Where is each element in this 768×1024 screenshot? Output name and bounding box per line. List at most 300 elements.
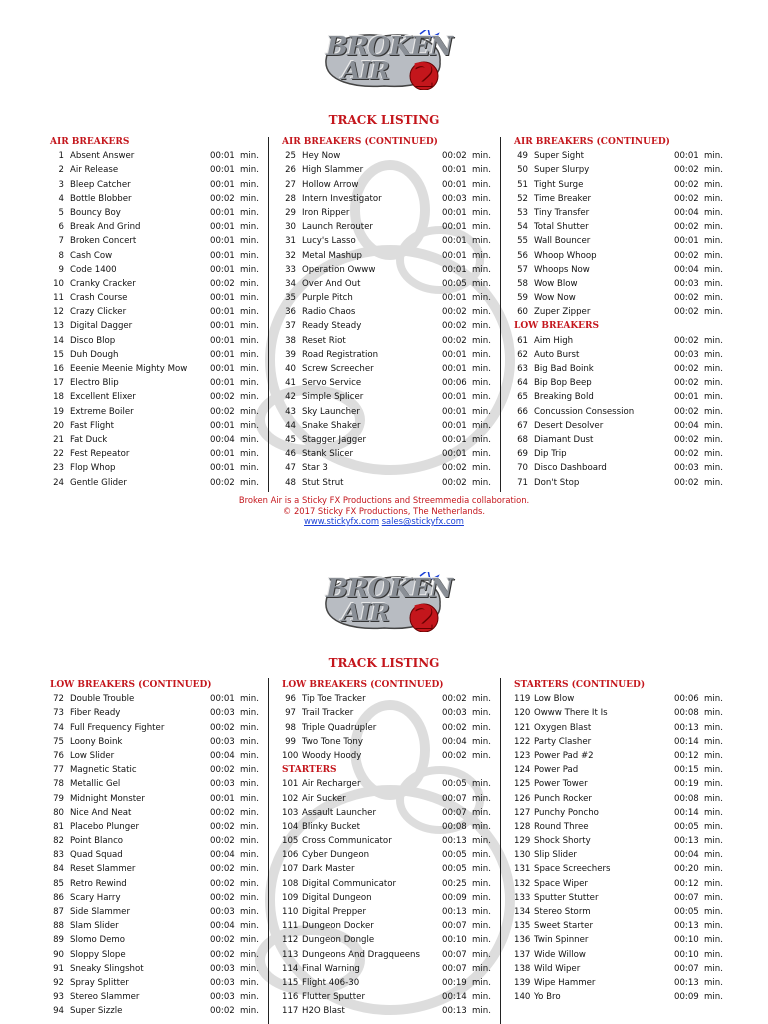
track-name: Cyber Dungeon bbox=[302, 850, 370, 861]
duration-unit: min. bbox=[240, 878, 259, 889]
track-number: 22 bbox=[53, 449, 64, 460]
track-row bbox=[514, 721, 736, 735]
track-duration: 00:02 bbox=[674, 378, 699, 389]
track-row bbox=[50, 990, 272, 1004]
track-name: Tiny Transfer bbox=[534, 207, 590, 218]
website-link[interactable]: www.stickyfx.com bbox=[304, 516, 380, 526]
track-row bbox=[514, 348, 736, 362]
duration-unit: min. bbox=[704, 907, 723, 917]
track-duration: 00:01 bbox=[210, 179, 235, 190]
duration-unit: min. bbox=[240, 836, 259, 847]
track-row bbox=[514, 806, 736, 820]
track-duration: 00:10 bbox=[442, 935, 467, 946]
track-duration: 00:14 bbox=[442, 992, 467, 1003]
track-name: Disco Blop bbox=[70, 335, 116, 346]
track-name: Air Recharger bbox=[302, 779, 361, 790]
track-duration: 00:02 bbox=[210, 392, 235, 403]
track-number: 80 bbox=[53, 807, 64, 818]
track-number: 56 bbox=[517, 250, 528, 261]
track-row bbox=[50, 749, 272, 763]
track-number: 88 bbox=[53, 921, 64, 932]
track-number: 26 bbox=[285, 165, 296, 176]
track-name: Fest Repeator bbox=[70, 449, 130, 460]
track-number: 124 bbox=[514, 765, 531, 776]
track-number: 114 bbox=[282, 963, 299, 974]
track-row bbox=[282, 848, 504, 862]
track-row bbox=[514, 277, 736, 291]
track-row bbox=[282, 419, 504, 433]
track-row bbox=[50, 891, 272, 905]
track-row bbox=[514, 305, 736, 319]
track-name: Punchy Poncho bbox=[534, 807, 599, 818]
track-duration: 00:07 bbox=[442, 921, 467, 932]
duration-unit: min. bbox=[704, 463, 723, 474]
duration-unit: min. bbox=[704, 708, 723, 719]
duration-unit: min. bbox=[704, 207, 723, 218]
track-row bbox=[50, 263, 272, 277]
duration-unit: min. bbox=[240, 921, 259, 932]
track-number: 104 bbox=[282, 821, 299, 832]
track-duration: 00:02 bbox=[674, 449, 699, 460]
track-row bbox=[514, 334, 736, 348]
track-duration: 00:02 bbox=[674, 307, 699, 318]
duration-unit: min. bbox=[704, 307, 723, 318]
track-name: Wow Now bbox=[534, 293, 576, 304]
track-number: 139 bbox=[514, 977, 531, 988]
track-row bbox=[514, 692, 736, 706]
track-duration: 00:05 bbox=[442, 779, 467, 790]
track-duration: 00:01 bbox=[442, 434, 467, 445]
track-name: Power Tower bbox=[534, 779, 588, 790]
track-row bbox=[50, 419, 272, 433]
duration-unit: min. bbox=[704, 793, 723, 804]
track-row bbox=[282, 735, 504, 749]
track-row bbox=[50, 334, 272, 348]
track-row bbox=[50, 834, 272, 848]
track-name: High Slammer bbox=[302, 165, 364, 176]
track-name: Launch Rerouter bbox=[302, 222, 373, 233]
track-name: Slomo Demo bbox=[70, 935, 125, 946]
track-name: Stut Strut bbox=[302, 477, 344, 488]
track-name: Blinky Bucket bbox=[302, 821, 360, 832]
track-number: 41 bbox=[285, 378, 296, 389]
track-duration: 00:06 bbox=[674, 694, 699, 705]
track-duration: 00:15 bbox=[674, 765, 699, 776]
duration-unit: min. bbox=[472, 434, 491, 445]
track-row bbox=[514, 390, 736, 404]
track-row bbox=[514, 820, 736, 834]
track-row bbox=[282, 962, 504, 976]
track-number: 45 bbox=[285, 434, 296, 445]
track-duration: 00:13 bbox=[442, 907, 467, 917]
track-name: Side Slammer bbox=[70, 907, 130, 917]
track-name: Air Sucker bbox=[302, 793, 346, 804]
duration-unit: min. bbox=[704, 836, 723, 847]
track-number: 42 bbox=[285, 392, 296, 403]
duration-unit: min. bbox=[472, 179, 491, 190]
track-name: Scary Harry bbox=[70, 892, 121, 903]
track-duration: 00:13 bbox=[442, 1006, 467, 1017]
logo-number: 2 bbox=[412, 56, 435, 94]
duration-unit: min. bbox=[704, 850, 723, 861]
track-row bbox=[282, 206, 504, 220]
track-duration: 00:02 bbox=[210, 935, 235, 946]
track-duration: 00:19 bbox=[442, 977, 467, 988]
track-duration: 00:01 bbox=[442, 449, 467, 460]
track-duration: 00:02 bbox=[674, 434, 699, 445]
track-number: 106 bbox=[282, 850, 299, 861]
track-row bbox=[282, 277, 504, 291]
logo-word-air: AIR bbox=[342, 598, 389, 627]
track-number: 103 bbox=[282, 807, 299, 818]
duration-unit: min. bbox=[704, 392, 723, 403]
track-row bbox=[50, 291, 272, 305]
track-name: Bouncy Boy bbox=[70, 207, 121, 218]
duration-unit: min. bbox=[704, 477, 723, 488]
track-row bbox=[514, 476, 736, 490]
track-number: 108 bbox=[282, 878, 299, 889]
track-row bbox=[282, 192, 504, 206]
track-name: Excellent Elixer bbox=[70, 392, 136, 403]
track-name: Fiber Ready bbox=[70, 708, 121, 719]
track-name: Operation Owww bbox=[302, 264, 376, 275]
track-duration: 00:01 bbox=[442, 364, 467, 374]
track-row bbox=[282, 990, 504, 1004]
track-duration: 00:02 bbox=[674, 477, 699, 488]
track-row bbox=[50, 433, 272, 447]
track-duration: 00:03 bbox=[442, 708, 467, 719]
duration-unit: min. bbox=[472, 222, 491, 233]
track-row bbox=[514, 706, 736, 720]
track-duration: 00:08 bbox=[674, 793, 699, 804]
track-duration: 00:19 bbox=[674, 779, 699, 790]
track-number: 116 bbox=[282, 992, 299, 1003]
broken-air-logo bbox=[320, 22, 453, 102]
track-name: Final Warning bbox=[302, 963, 360, 974]
track-duration: 00:04 bbox=[674, 264, 699, 275]
track-name: Placebo Plunger bbox=[70, 821, 140, 832]
track-row bbox=[50, 220, 272, 234]
track-number: 48 bbox=[285, 477, 296, 488]
duration-unit: min. bbox=[240, 449, 259, 460]
track-number: 54 bbox=[517, 222, 528, 233]
track-row bbox=[50, 976, 272, 990]
track-row bbox=[282, 433, 504, 447]
track-name: Purple Pitch bbox=[302, 293, 353, 304]
track-name: Metal Mashup bbox=[302, 250, 362, 261]
track-name: Space Wiper bbox=[534, 878, 588, 889]
track-name: Stereo Storm bbox=[534, 907, 591, 917]
track-name: Absent Answer bbox=[70, 151, 135, 162]
duration-unit: min. bbox=[240, 821, 259, 832]
track-name: Double Trouble bbox=[70, 694, 135, 705]
track-name: Super Sight bbox=[534, 151, 585, 162]
track-name: Retro Rewind bbox=[70, 878, 127, 889]
track-name: Tip Toe Tracker bbox=[302, 694, 366, 705]
track-duration: 00:02 bbox=[442, 722, 467, 733]
track-number: 122 bbox=[514, 736, 531, 747]
track-row bbox=[50, 692, 272, 706]
duration-unit: min. bbox=[240, 963, 259, 974]
duration-unit: min. bbox=[472, 750, 491, 761]
track-name: Assault Launcher bbox=[302, 807, 376, 818]
duration-unit: min. bbox=[240, 892, 259, 903]
track-duration: 00:01 bbox=[210, 694, 235, 705]
track-number: 5 bbox=[58, 207, 64, 218]
track-number: 117 bbox=[282, 1006, 299, 1017]
logo-word-broken: BROKEN bbox=[326, 32, 453, 62]
track-row bbox=[282, 933, 504, 947]
track-number: 112 bbox=[282, 935, 299, 946]
duration-unit: min. bbox=[472, 207, 491, 218]
duration-unit: min. bbox=[240, 864, 259, 875]
track-name: Wild Wiper bbox=[534, 963, 581, 974]
track-duration: 00:02 bbox=[210, 278, 235, 289]
track-number: 67 bbox=[517, 420, 528, 431]
track-row bbox=[514, 891, 736, 905]
track-duration: 00:02 bbox=[442, 463, 467, 474]
track-duration: 00:01 bbox=[210, 378, 235, 389]
footer-collaboration: Broken Air is a Sticky FX Productions and Streemmedia collaboration. bbox=[238, 495, 530, 505]
track-row bbox=[282, 820, 504, 834]
track-number: 6 bbox=[58, 222, 64, 233]
track-name: Breaking Bold bbox=[534, 392, 594, 403]
section-heading: STARTERS bbox=[282, 765, 337, 776]
track-duration: 00:02 bbox=[210, 1006, 235, 1017]
logo-number: 2 bbox=[412, 598, 435, 636]
track-number: 123 bbox=[514, 750, 531, 761]
track-name: Gentle Glider bbox=[70, 477, 127, 488]
track-number: 55 bbox=[517, 236, 528, 247]
duration-unit: min. bbox=[240, 793, 259, 804]
track-name: Metallic Gel bbox=[70, 779, 121, 790]
track-duration: 00:01 bbox=[210, 222, 235, 233]
track-name: Slip Slider bbox=[534, 850, 577, 861]
track-duration: 00:06 bbox=[442, 378, 467, 389]
track-number: 132 bbox=[514, 878, 531, 889]
duration-unit: min. bbox=[472, 463, 491, 474]
duration-unit: min. bbox=[240, 779, 259, 790]
track-duration: 00:01 bbox=[210, 207, 235, 218]
track-row bbox=[282, 749, 504, 763]
duration-unit: min. bbox=[240, 807, 259, 818]
duration-unit: min. bbox=[240, 850, 259, 861]
track-name: Dip Trip bbox=[534, 449, 567, 460]
duration-unit: min. bbox=[240, 392, 259, 403]
email-link[interactable]: sales@stickyfx.com bbox=[381, 516, 464, 526]
track-duration: 00:01 bbox=[210, 321, 235, 332]
page-title: TRACK LISTING bbox=[328, 113, 440, 127]
track-row bbox=[282, 919, 504, 933]
track-number: 44 bbox=[285, 420, 296, 431]
duration-unit: min. bbox=[704, 963, 723, 974]
track-name: Fat Duck bbox=[70, 434, 108, 445]
track-number: 92 bbox=[53, 977, 64, 988]
track-row bbox=[514, 220, 736, 234]
track-number: 25 bbox=[285, 151, 296, 162]
duration-unit: min. bbox=[472, 1006, 491, 1017]
duration-unit: min. bbox=[240, 1006, 259, 1017]
track-row bbox=[50, 948, 272, 962]
track-duration: 00:02 bbox=[674, 364, 699, 374]
track-name: Triple Quadrupler bbox=[302, 722, 377, 733]
track-name: Flop Whop bbox=[70, 463, 116, 474]
section-heading: LOW BREAKERS (CONTINUED) bbox=[282, 680, 444, 690]
track-duration: 00:25 bbox=[442, 878, 467, 889]
duration-unit: min. bbox=[240, 236, 259, 247]
duration-unit: min. bbox=[472, 836, 491, 847]
track-duration: 00:01 bbox=[210, 420, 235, 431]
track-name: Quad Squad bbox=[70, 850, 123, 861]
track-row bbox=[282, 476, 504, 490]
duration-unit: min. bbox=[472, 779, 491, 790]
duration-unit: min. bbox=[472, 236, 491, 247]
track-number: 87 bbox=[53, 907, 64, 917]
track-row bbox=[514, 862, 736, 876]
track-duration: 00:01 bbox=[210, 307, 235, 318]
duration-unit: min. bbox=[472, 250, 491, 261]
track-duration: 00:01 bbox=[674, 236, 699, 247]
track-number: 137 bbox=[514, 949, 531, 960]
track-number: 8 bbox=[58, 250, 64, 261]
duration-unit: min. bbox=[472, 708, 491, 719]
track-duration: 00:02 bbox=[210, 949, 235, 960]
track-number: 1 bbox=[58, 151, 64, 162]
duration-unit: min. bbox=[240, 293, 259, 304]
duration-unit: min. bbox=[240, 307, 259, 318]
duration-unit: min. bbox=[472, 321, 491, 332]
track-row bbox=[50, 149, 272, 163]
track-duration: 00:03 bbox=[210, 708, 235, 719]
track-number: 3 bbox=[58, 179, 64, 190]
track-duration: 00:07 bbox=[674, 892, 699, 903]
track-number: 97 bbox=[285, 708, 296, 719]
track-name: Break And Grind bbox=[70, 222, 141, 233]
track-name: Road Registration bbox=[302, 349, 379, 360]
track-duration: 00:01 bbox=[210, 264, 235, 275]
track-number: 59 bbox=[517, 293, 528, 304]
track-row bbox=[282, 249, 504, 263]
track-duration: 00:02 bbox=[674, 293, 699, 304]
section-heading: LOW BREAKERS (CONTINUED) bbox=[50, 680, 212, 690]
track-number: 20 bbox=[53, 420, 64, 431]
track-name: Woody Hoody bbox=[302, 750, 362, 761]
duration-unit: min. bbox=[704, 236, 723, 247]
track-duration: 00:01 bbox=[210, 335, 235, 346]
track-name: Fast Flight bbox=[70, 420, 114, 431]
track-number: 83 bbox=[53, 850, 64, 861]
track-row bbox=[50, 234, 272, 248]
track-number: 93 bbox=[53, 992, 64, 1003]
track-number: 100 bbox=[282, 750, 299, 761]
track-row bbox=[514, 163, 736, 177]
duration-unit: min. bbox=[704, 193, 723, 204]
track-row bbox=[50, 862, 272, 876]
track-name: Broken Concert bbox=[70, 236, 137, 247]
track-name: H2O Blast bbox=[302, 1006, 345, 1017]
duration-unit: min. bbox=[240, 722, 259, 733]
track-number: 109 bbox=[282, 892, 299, 903]
track-number: 13 bbox=[53, 321, 64, 332]
track-name: Nice And Neat bbox=[70, 807, 132, 818]
track-duration: 00:14 bbox=[674, 807, 699, 818]
track-name: Low Slider bbox=[70, 750, 115, 761]
track-number: 74 bbox=[53, 722, 64, 733]
track-name: Sky Launcher bbox=[302, 406, 360, 417]
track-row bbox=[50, 777, 272, 791]
track-row bbox=[282, 319, 504, 333]
track-number: 120 bbox=[514, 708, 531, 719]
track-row bbox=[514, 792, 736, 806]
track-number: 129 bbox=[514, 836, 531, 847]
track-name: Trail Tracker bbox=[302, 708, 354, 719]
track-column bbox=[50, 135, 272, 490]
track-number: 17 bbox=[53, 378, 64, 389]
track-row bbox=[282, 220, 504, 234]
duration-unit: min. bbox=[472, 736, 491, 747]
track-name: Auto Burst bbox=[534, 349, 580, 360]
track-duration: 00:08 bbox=[674, 708, 699, 719]
track-row bbox=[514, 405, 736, 419]
track-number: 85 bbox=[53, 878, 64, 889]
track-duration: 00:02 bbox=[674, 193, 699, 204]
track-number: 27 bbox=[285, 179, 296, 190]
track-name: Digital Dagger bbox=[70, 321, 133, 332]
track-duration: 00:02 bbox=[674, 222, 699, 233]
track-name: Air Release bbox=[70, 165, 119, 176]
track-row bbox=[514, 461, 736, 475]
track-duration: 00:02 bbox=[210, 892, 235, 903]
track-name: Lucy's Lasso bbox=[302, 236, 356, 247]
track-duration: 00:02 bbox=[210, 765, 235, 776]
track-column bbox=[50, 678, 272, 1019]
track-number: 18 bbox=[53, 392, 64, 403]
track-name: Code 1400 bbox=[70, 264, 117, 275]
track-name: Space Screechers bbox=[534, 864, 611, 875]
duration-unit: min. bbox=[472, 694, 491, 705]
track-number: 138 bbox=[514, 963, 531, 974]
track-duration: 00:10 bbox=[674, 949, 699, 960]
track-number: 81 bbox=[53, 821, 64, 832]
track-duration: 00:07 bbox=[674, 963, 699, 974]
track-row bbox=[282, 178, 504, 192]
track-name: Cross Communicator bbox=[302, 836, 392, 847]
track-name: Party Clasher bbox=[534, 736, 592, 747]
track-number: 65 bbox=[517, 392, 528, 403]
track-duration: 00:02 bbox=[442, 694, 467, 705]
track-name: Punch Rocker bbox=[534, 793, 592, 804]
track-row bbox=[282, 149, 504, 163]
track-name: Hollow Arrow bbox=[302, 179, 359, 190]
track-duration: 00:01 bbox=[674, 392, 699, 403]
track-duration: 00:02 bbox=[210, 477, 235, 488]
track-number: 12 bbox=[53, 307, 64, 318]
duration-unit: min. bbox=[472, 420, 491, 431]
track-duration: 00:01 bbox=[442, 236, 467, 247]
duration-unit: min. bbox=[704, 250, 723, 261]
track-number: 28 bbox=[285, 193, 296, 204]
track-name: Whoop Whoop bbox=[534, 250, 597, 261]
track-number: 35 bbox=[285, 293, 296, 304]
duration-unit: min. bbox=[240, 463, 259, 474]
track-name: Tight Surge bbox=[534, 179, 584, 190]
track-name: Power Pad bbox=[534, 765, 579, 776]
track-row bbox=[514, 834, 736, 848]
track-row bbox=[282, 692, 504, 706]
duration-unit: min. bbox=[704, 935, 723, 946]
track-row bbox=[50, 792, 272, 806]
duration-unit: min. bbox=[472, 892, 491, 903]
